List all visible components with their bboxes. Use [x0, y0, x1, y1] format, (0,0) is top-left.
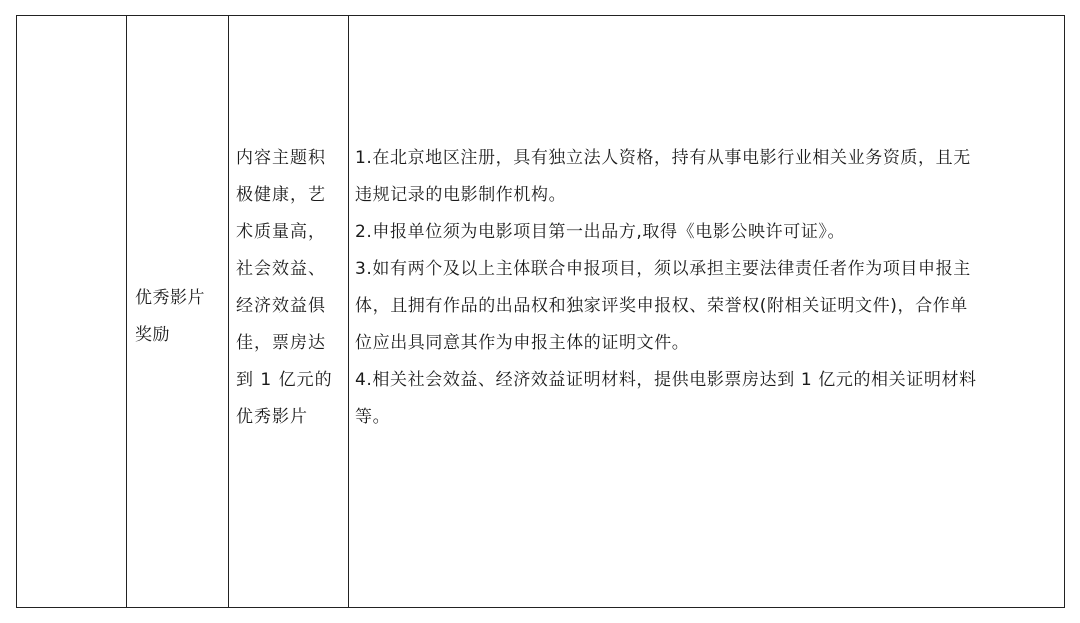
column-divider — [126, 16, 127, 607]
criteria-line: 内容主题积 — [236, 148, 326, 168]
requirement-line: 等。 — [355, 407, 391, 427]
criteria-line: 术质量高， — [236, 222, 326, 242]
requirement-line: 1.在北京地区注册，具有独立法人资格，持有从事电影行业相关业务资质，且无 — [355, 148, 971, 168]
criteria-line: 优秀影片 — [236, 407, 308, 427]
award-table — [16, 15, 1065, 608]
criteria-line: 社会效益、 — [236, 259, 326, 279]
requirement-line: 违规记录的电影制作机构。 — [355, 185, 567, 205]
criteria-line: 到 1 亿元的 — [236, 370, 333, 390]
criteria-line: 经济效益俱 — [236, 296, 326, 316]
criteria-line: 极健康，艺 — [236, 185, 326, 205]
column-divider — [228, 16, 229, 607]
requirement-line: 3.如有两个及以上主体联合申报项目，须以承担主要法律责任者作为项目申报主 — [355, 259, 971, 279]
criteria-line: 佳，票房达 — [236, 333, 326, 353]
criteria-cell — [236, 140, 342, 436]
requirement-line: 2.申报单位须为电影项目第一出品方,取得《电影公映许可证》。 — [355, 222, 846, 242]
award-name-line: 优秀影片 — [135, 288, 205, 308]
award-name-line: 奖励 — [135, 325, 170, 345]
column-divider — [348, 16, 349, 607]
requirements-cell — [355, 140, 1059, 436]
award-name-cell — [135, 280, 225, 354]
requirement-line: 体，且拥有作品的出品权和独家评奖申报权、荣誉权(附相关证明文件)，合作单 — [355, 296, 968, 316]
requirement-line: 4.相关社会效益、经济效益证明材料，提供电影票房达到 1 亿元的相关证明材料 — [355, 370, 977, 390]
requirement-line: 位应出具同意其作为申报主体的证明文件。 — [355, 333, 690, 353]
